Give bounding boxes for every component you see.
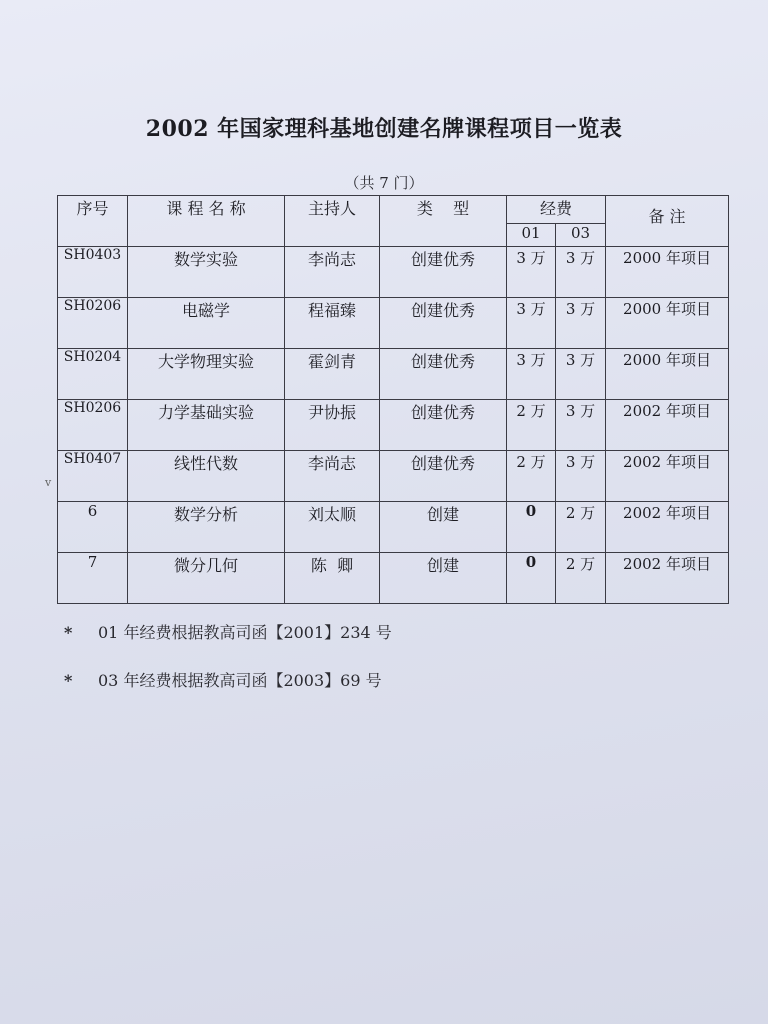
cell-fee-01: 2 万 [507,400,556,451]
header-funding: 经费 [507,196,606,224]
table-row [58,298,729,349]
cell-fee-03: 3 万 [556,349,606,400]
cell-remark: 2002 年项目 [606,451,729,502]
page-title: 2002 年国家理科基地创建名牌课程项目一览表 [145,116,623,142]
header-funding-03: 03 [556,224,606,247]
footnote-marker: * [64,623,73,642]
cell-remark: 2000 年项目 [606,247,729,298]
footnote-marker: * [64,671,73,690]
cell-fee-03: 2 万 [556,502,606,553]
table-row [58,502,729,553]
header-seq: 序号 [58,196,128,247]
header-course-name: 课 程 名 称 [128,196,285,247]
cell-seq: SH0206 [58,298,128,349]
footnote-text: 03 年经费根据教高司函【2003】69 号 [98,671,382,690]
footnote [64,668,382,691]
cell-course-name: 力学基础实验 [128,400,285,451]
cell-course-name: 线性代数 [128,451,285,502]
cell-host: 李尚志 [285,451,380,502]
cell-host: 李尚志 [285,247,380,298]
cell-type: 创建优秀 [380,247,507,298]
cell-type: 创建优秀 [380,400,507,451]
footnote-text: 01 年经费根据教高司函【2001】234 号 [98,623,392,642]
table-row [58,451,729,502]
cell-fee-01: 3 万 [507,349,556,400]
cell-host: 程福臻 [285,298,380,349]
pen-mark: v [45,476,52,489]
cell-fee-01: 3 万 [507,247,556,298]
cell-seq: 7 [58,553,128,604]
cell-seq: SH0403 [58,247,128,298]
cell-seq: 6 [58,502,128,553]
header-type: 类 型 [380,196,507,247]
table-header-row [58,196,729,224]
cell-type: 创建优秀 [380,349,507,400]
cell-fee-03: 3 万 [556,298,606,349]
cell-type: 创建 [380,553,507,604]
cell-seq: SH0206 [58,400,128,451]
cell-fee-03: 2 万 [556,553,606,604]
cell-course-name: 微分几何 [128,553,285,604]
header-funding-01: 01 [507,224,556,247]
cell-course-name: 大学物理实验 [128,349,285,400]
cell-remark: 2000 年项目 [606,298,729,349]
cell-course-name: 数学分析 [128,502,285,553]
cell-fee-01: 2 万 [507,451,556,502]
table-row [58,553,729,604]
cell-type: 创建优秀 [380,298,507,349]
cell-host: 陈 卿 [285,553,380,604]
cell-seq: SH0407 [58,451,128,502]
course-table [57,195,729,604]
cell-course-name: 数学实验 [128,247,285,298]
header-host: 主持人 [285,196,380,247]
cell-seq: SH0204 [58,349,128,400]
table-row [58,349,729,400]
cell-course-name: 电磁学 [128,298,285,349]
cell-fee-01: 0 [507,502,556,553]
cell-type: 创建 [380,502,507,553]
course-count: （共 7 门） [344,174,424,192]
cell-host: 刘太顺 [285,502,380,553]
footnote [64,620,392,643]
cell-remark: 2002 年项目 [606,400,729,451]
cell-fee-03: 3 万 [556,247,606,298]
cell-remark: 2002 年项目 [606,502,729,553]
cell-host: 霍剑青 [285,349,380,400]
table-row [58,247,729,298]
table-row [58,400,729,451]
cell-remark: 2002 年项目 [606,553,729,604]
cell-fee-01: 3 万 [507,298,556,349]
cell-host: 尹协振 [285,400,380,451]
header-remark: 备 注 [606,196,729,247]
cell-type: 创建优秀 [380,451,507,502]
cell-fee-03: 3 万 [556,451,606,502]
cell-fee-01: 0 [507,553,556,604]
cell-fee-03: 3 万 [556,400,606,451]
cell-remark: 2000 年项目 [606,349,729,400]
